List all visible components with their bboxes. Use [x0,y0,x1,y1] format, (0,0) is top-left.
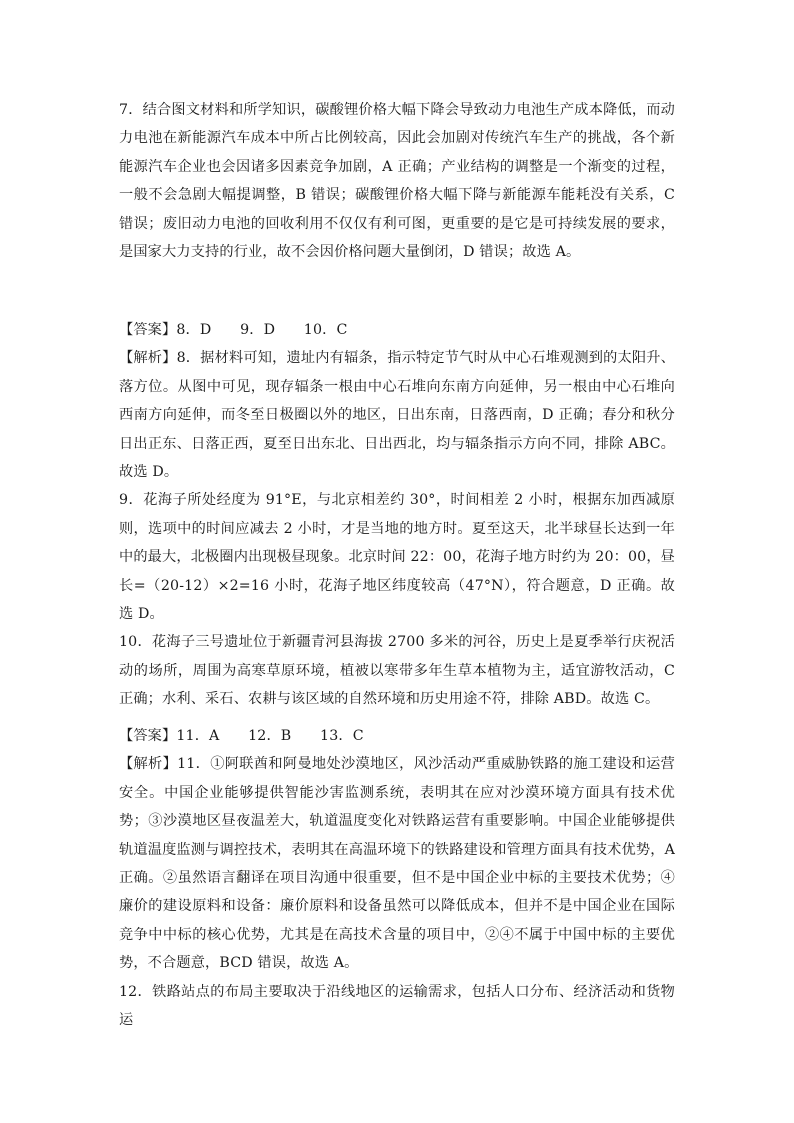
question-7-explanation [119,96,675,266]
q11-explanation [119,750,675,977]
answer-text: 11．A 12．B 13．C [176,728,364,744]
analysis-label: 【解析】 [119,756,178,773]
q9-text: 9．花海子所处经度为 91°E，与北京相差约 30°，时间相差 2 小时，根据东加西减原则，选项中的时间应减去 2 小时，才是当地的地方时。夏至这天，北半球昼长达到一年中的最大，北极圈内出现极昼现象。北京时间 22：00，花海子地方时约为 20：00，昼长=（20-12）×2=16 小时，花海子地区纬度较高（47°N），符合题意，D 正确。故选 D。 [119,492,675,623]
answer-text: 8．D 9．D 10．C [176,322,348,338]
q8-explanation [119,344,675,486]
answer-block-11-13 [119,722,675,1034]
answer-block-8-10 [119,316,675,714]
q8-text: 8．据材料可知，遗址内有辐条，指示特定节气时从中心石堆观测到的太阳升、落方位。从图中可见，现存辐条一根由中心石堆向东南方向延伸，另一根由中心石堆向西南方向延伸，而冬至日极圈以外的地区，日出东南，日落西南，D 正确；春分和秋分日出正东、日落正西，夏至日出东北、日出西北，均与辐条指示方向不同，排除 ABC。故选 D。 [119,350,675,481]
q12-text: 12．铁路站点的布局主要取决于沿线地区的运输需求，包括人口分布、经济活动和货物运 [119,983,675,1029]
answer-line-8-10 [119,316,675,344]
answer-label: 【答案】 [119,728,177,744]
answer-label: 【答案】 [119,322,177,338]
q7-text: 7．结合图文材料和所学知识，碳酸锂价格大幅下降会导致动力电池生产成本降低，而动力电池在新能源汽车成本中所占比例较高，因此会加剧对传统汽车生产的挑战，各个新能源汽车企业也会因诸多因素竞争加剧，A 正确；产业结构的调整是一个渐变的过程，一般不会急剧大幅提调整，B 错误；碳酸锂价格大幅下降与新能源车能耗没有关系，C 错误；废旧动力电池的回收利用不仅仅有利可图，更重要的是它是可持续发展的要求，是国家大力支持的行业，故不会因价格问题大量倒闭，D 错误；故选 A。 [119,102,675,261]
answer-line-11-13 [119,722,675,750]
q11-text: 11．①阿联酋和阿曼地处沙漠地区，风沙活动严重威胁铁路的施工建设和运营安全。中国企业能够提供智能沙害监测系统，表明其在应对沙漠环境方面具有技术优势；③沙漠地区昼夜温差大，轨道温度变化对铁路运营有重要影响。中国企业能够提供轨道温度监测与调控技术，表明其在高温环境下的铁路建设和管理方面具有技术优势，A 正确。②虽然语言翻译在项目沟通中很重要，但不是中国企业中标的主要技术优势；④廉价的建设原料和设备：廉价原料和设备虽然可以降低成本，但并不是中国企业在国际竞争中中标的核心优势，尤其是在高技术含量的项目中，②④不属于中国中标的主要优势，不合题意，BCD 错误，故选 A。 [119,756,675,972]
q10-text: 10．花海子三号遗址位于新疆青河县海拔 2700 多米的河谷，历史上是夏季举行庆祝活动的场所，周围为高寒草原环境，植被以寒带多年生草本植物为主，适宜游牧活动，C 正确；水利、采石、农耕与该区域的自然环境和历史用途不符，排除 ABD。故选 C。 [119,634,675,708]
analysis-label: 【解析】 [119,350,177,367]
